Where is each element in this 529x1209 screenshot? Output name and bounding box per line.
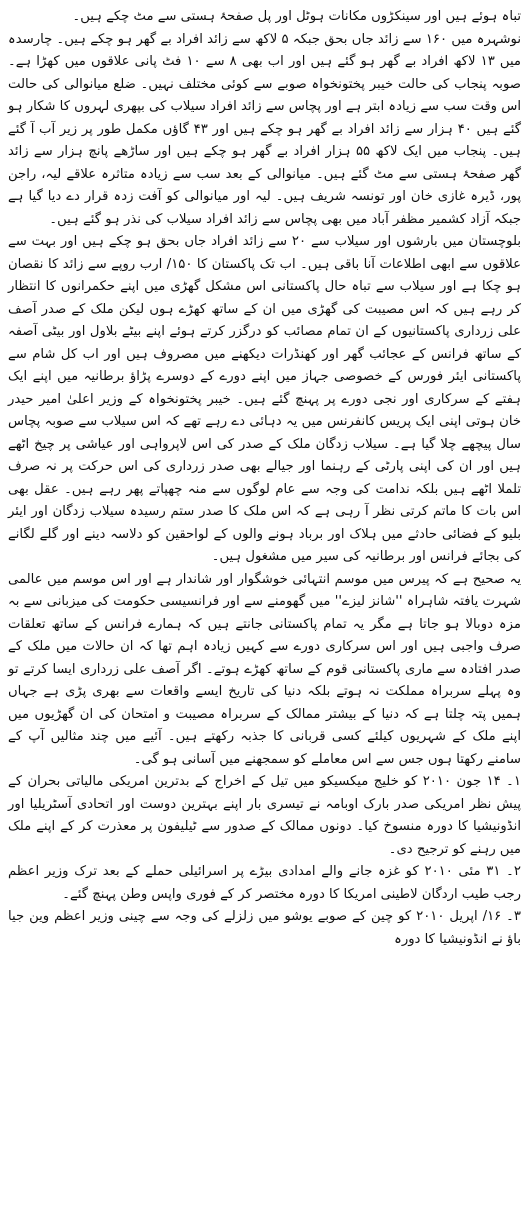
paragraph-balochistan-president-tour: بلوچستان میں بارشوں اور سیلاب سے ۲۰ سے زائد افراد جاں بحق ہو چکے ہیں اور بہت سے علاقوں سے ابھی اطلاعات آنا باقی ہیں۔ اب تک پاکستان کا ۱۵۰/ ارب روپے سے زائد کا نقصان ہو چکا ہے اور سیلاب سے تباہ حال پاکستانی اس مشکل گھڑی میں اپنے حکمرانوں کا انتظار کر رہے ہیں کہ اس مصیبت کی گھڑی میں ان کے ساتھ کھڑے ہوں لیکن ملک کے صدر آصف علی زرداری پاکستانیوں کے ان تمام مصائب کو درگزر کرتے ہوئے اپنے بیٹے بلاول اور بیٹی آصفہ کے ساتھ فرانس کے عجائب گھر اور کھنڈرات دیکھنے میں مصروف ہیں اور اب کل شام سے پاکستانی ایئر فورس کے خصوصی جہاز میں اپنے دورے کے دوسرے پڑاؤ برطانیہ میں اپنے ایک ہفتے کے سرکاری اور نجی دورے پر پہنچ گئے ہیں۔ خیبر پختونخواہ کے وزیر اعلیٰ امیر حیدر خان ہوتی اپنی ایک پریس کانفرنس میں یہ دہائی دے رہے تھے کہ اس سیلاب سے صوبہ پچاس سال پیچھے چلا گیا ہے۔ سیلاب زدگان ملک کے صدر کی اس لاپرواہی اور عیاشی پر چیخ اٹھے ہیں اور ان کی اپنی پارٹی کے رہنما اور جیالے بھی صدر زرداری کی اس حرکت پر نہ صرف تلملا اٹھے ہیں بلکہ ندامت کی وجہ سے عام لوگوں سے منہ چھپاتے پھر رہے ہیں۔ عقل بھی اس بات کا ماتم کرتی نظر آ رہی ہے کہ اس ملک کا صدر ستم رسیدہ سیلاب زدگان اور ایئر بلیو کے فضائی حادثے میں ہلاک اور برباد ہونے والوں کے لواحقین کو دلاسہ دینے اور گلے لگانے کی بجائے فرانس اور برطانیہ کی سیر میں مشغول ہیں۔ [8,234,522,564]
list-item-erdogan-example: ۲۔ ۳۱ مئی ۲۰۱۰ کو غزہ جانے والے امدادی بیڑے پر اسرائیلی حملے کے بعد ترک وزیر اعظم رجب طیب اردگان لاطینی امریکا کا دورہ مختصر کر کے فوری واپس وطن پہنچ گئے۔ [8,864,522,902]
paragraph-paris-examples-intro: یہ صحیح ہے کہ پیرس میں موسم انتہائی خوشگوار اور شاندار ہے اور اس موسم میں عالمی شہرت یافتہ شاہراہ ''شانز لیزے'' میں گھومنے سے اور فرانسیسی حکومت کی میزبانی سے بہ مزہ دوبالا ہو جاتا ہے مگر یہ تمام پاکستانی جانتے ہیں کہ ہمارے فرانس کے ساتھ تعلقات صرف واجبی ہیں اور اس سرکاری دورے سے کہیں زیادہ اہم تھا کہ ان حالات میں ملک کے صدر افتادہ سے ماری پاکستانی قوم کے ساتھ کھڑے ہوتے۔ اگر آصف علی زرداری ایسا کرتے تو وہ پہلے سربراہ مملکت نہ ہوتے بلکہ دنیا کی تاریخ ایسے واقعات سے بھری پڑی ہے جہاں ہمیں پتہ چلتا ہے کہ دنیا کے بیشتر ممالک کے سربراہ مصیبت و امتحان کی ان گھڑیوں میں اپنے ملک کے شہریوں کیلئے کسی قربانی کا جذبہ رکھتے ہیں۔ آئیے میں چند مثالیں آپ کے سامنے رکھتا ہوں جس سے اس معاملے کو سمجھنے میں آسانی ہو گی۔ [8,571,521,767]
list-item-wen-jiabao-example: ۳۔ ۱۶/ اپریل ۲۰۱۰ کو چین کے صوبے یوشو میں زلزلے کی وجہ سے چینی وزیر اعظم وین جیا باؤ نے انڈونیشیا کا دورہ [8,909,521,947]
paragraph-flood-damage-kp-punjab: نوشہرہ میں ۱۶۰ سے زائد جاں بحق جبکہ ۵ لاکھ سے زائد افراد بے گھر ہو چکے ہیں۔ چارسدہ میں ۱۳ لاکھ افراد بے گھر ہو گئے ہیں اور اب بھی ۸ سے ۱۰ فٹ پانی علاقوں میں کھڑا ہے۔ صوبہ پنجاب کی حالت خیبر پختونخواہ صوبے سے کوئی مختلف نہیں۔ ضلع میانوالی کی حالت اس وقت سب سے زیادہ ابتر ہے اور پچاس سے زائد افراد سیلاب کی بپھری لہروں کا شکار ہو گئے ہیں ۴۰ ہزار سے زائد افراد بے گھر ہو چکے ہیں اور ۴۳ گاؤں مکمل طور پر زیر آب آ گئے ہیں۔ پنجاب میں ایک لاکھ ۵۵ ہزار افراد بے گھر ہو چکے ہیں اور ساڑھے پانچ ہزار سے زائد گھر صفحۂ ہستی سے مٹ گئے ہیں۔ میانوالی کے بعد سب سے زیادہ متاثرہ علاقے لیہ، راجن پور، ڈیرہ غازی خان اور تونسہ شریف ہیں۔ لیہ اور میانوالی کو آفت زدہ قرار دے دیا گیا ہے جبکہ آزاد کشمیر مظفر آباد میں بھی پچاس سے زائد افراد سیلاب کی نذر ہو گئے ہیں۔ [8,31,521,227]
paragraph-continuation: تباہ ہوئے ہیں اور سینکڑوں مکانات ہوٹل اور پل صفحۂ ہستی سے مٹ چکے ہیں۔ [72,9,521,24]
list-item-obama-example: ۱۔ ۱۴ جون ۲۰۱۰ کو خلیج میکسیکو میں تیل کے اخراج کے بدترین امریکی مالیاتی بحران کے پیش نظر امریکی صدر بارک اوبامہ نے تیسری بار اپنے بہترین دوست اور اتحادی آسٹریلیا اور انڈونیشیا کا دورہ منسوخ کیا۔ دونوں ممالک کے صدور سے ٹیلیفون پر معذرت کر کے اپنے ملک میں رہنے کو ترجیح دی۔ [8,774,522,857]
